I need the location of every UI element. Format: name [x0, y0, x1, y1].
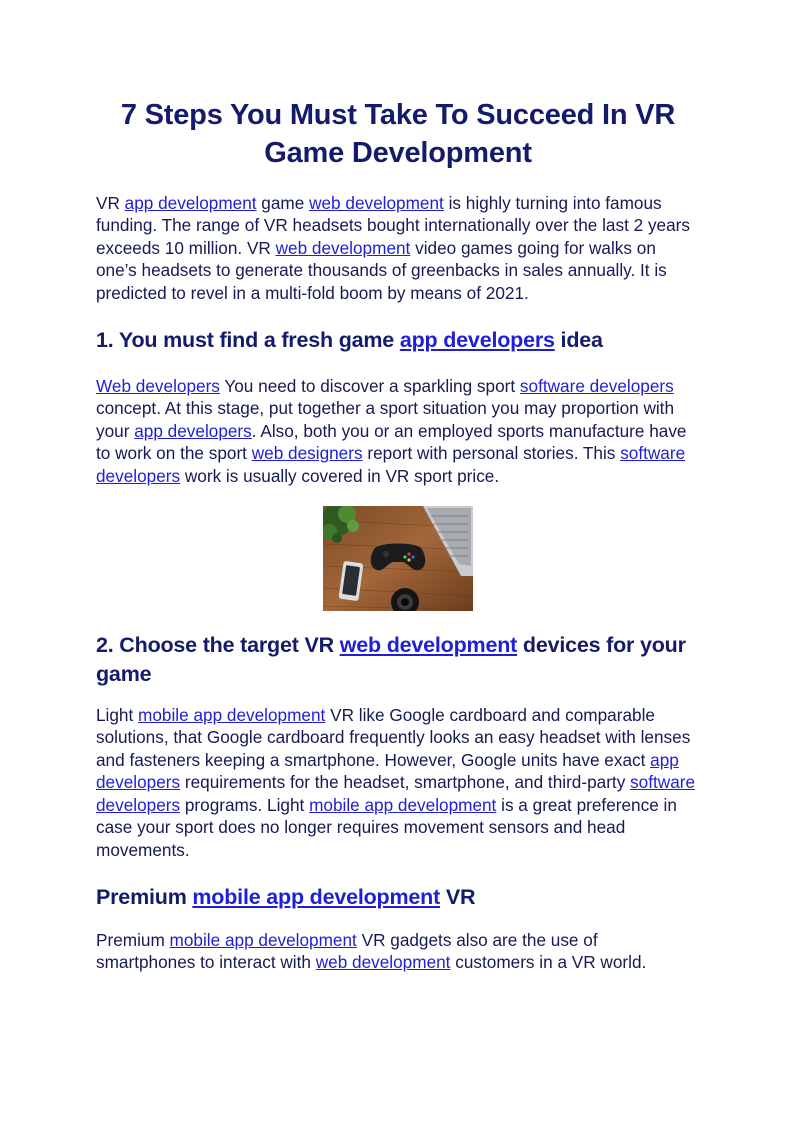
text: programs. Light	[180, 794, 310, 815]
text: concept. At this stage, put together a sport situation you may proportion with your	[96, 398, 675, 441]
text: is a great preference in case your sport does no longer requires movement sensors and head movements.	[96, 794, 677, 860]
link-software-developers[interactable]: software developers	[519, 376, 674, 397]
section-1-paragraph	[96, 375, 700, 487]
heading-link-web-development[interactable]: web development	[339, 633, 518, 658]
gaming-desk-photo	[323, 506, 473, 611]
link-web-development[interactable]: web development	[309, 193, 444, 213]
text: customers in a VR world.	[450, 952, 647, 973]
figure	[96, 506, 700, 611]
text: . Also, both you or an employed sports manufacture have to work on the sport	[96, 420, 687, 464]
link-software-developers[interactable]: software developers	[96, 443, 686, 486]
text: You need to discover a sparkling sport	[219, 376, 520, 397]
heading-text: 2. Choose the target VR	[96, 633, 340, 658]
section-heading-2	[96, 631, 700, 689]
link-app-developers[interactable]: app developers	[134, 420, 252, 441]
text: VR like Google cardboard and comparable solutions, that Google cardboard frequently looks an easy headset with lenses and fasteners keeping a smartphone. However, Google units have exact	[96, 705, 691, 770]
link-web-development[interactable]: web development	[275, 237, 411, 258]
link-web-development[interactable]: web development	[315, 952, 451, 973]
text: video games going for walks on one’s headsets to generate thousands of greenbacks in sales annually. It is predicted to revel in a multi-fold boom by means of 2021.	[96, 237, 667, 303]
text: VR gadgets also are the use of smartphones to interact with	[96, 929, 598, 973]
heading-text: VR	[440, 884, 476, 909]
text: Premium	[96, 929, 170, 950]
text: report with personal stories. This	[362, 443, 621, 464]
heading-text: devices for your game	[96, 633, 686, 687]
section-heading-1	[96, 326, 700, 355]
heading-link-app-developers[interactable]: app developers	[399, 328, 555, 353]
text: requirements for the headset, smartphone, and third-party	[180, 772, 631, 793]
link-app-development[interactable]: app development	[124, 193, 257, 213]
text: Light	[96, 705, 139, 726]
text: work is usually covered in VR sport price.	[180, 465, 500, 486]
document-page	[96, 96, 700, 974]
section-3-paragraph	[96, 929, 700, 974]
link-mobile-app-development[interactable]: mobile app development	[169, 929, 357, 950]
text: VR	[96, 193, 125, 213]
text: is highly turning into famous funding. The range of VR headsets bought internationally over the last 2 years exceeds 10 million. VR	[96, 193, 690, 258]
text: game	[256, 193, 310, 213]
section-heading-3	[96, 883, 700, 912]
section-2-paragraph	[96, 704, 700, 861]
link-mobile-app-development[interactable]: mobile app development	[138, 705, 326, 726]
intro-paragraph	[96, 192, 700, 304]
link-mobile-app-development[interactable]: mobile app development	[309, 794, 497, 815]
heading-text: Premium	[96, 884, 193, 909]
link-web-designers[interactable]: web designers	[251, 443, 363, 464]
heading-link-mobile-app-development[interactable]: mobile app development	[192, 884, 441, 909]
heading-text: 1. You must find a fresh game	[96, 328, 400, 353]
page-title: 7 Steps You Must Take To Succeed In VR Game Development	[120, 99, 676, 169]
link-web-developers[interactable]: Web developers	[96, 376, 220, 397]
heading-text: idea	[554, 328, 603, 353]
link-app-developers[interactable]: app developers	[96, 749, 679, 793]
link-software-developers[interactable]: software developers	[96, 772, 696, 815]
